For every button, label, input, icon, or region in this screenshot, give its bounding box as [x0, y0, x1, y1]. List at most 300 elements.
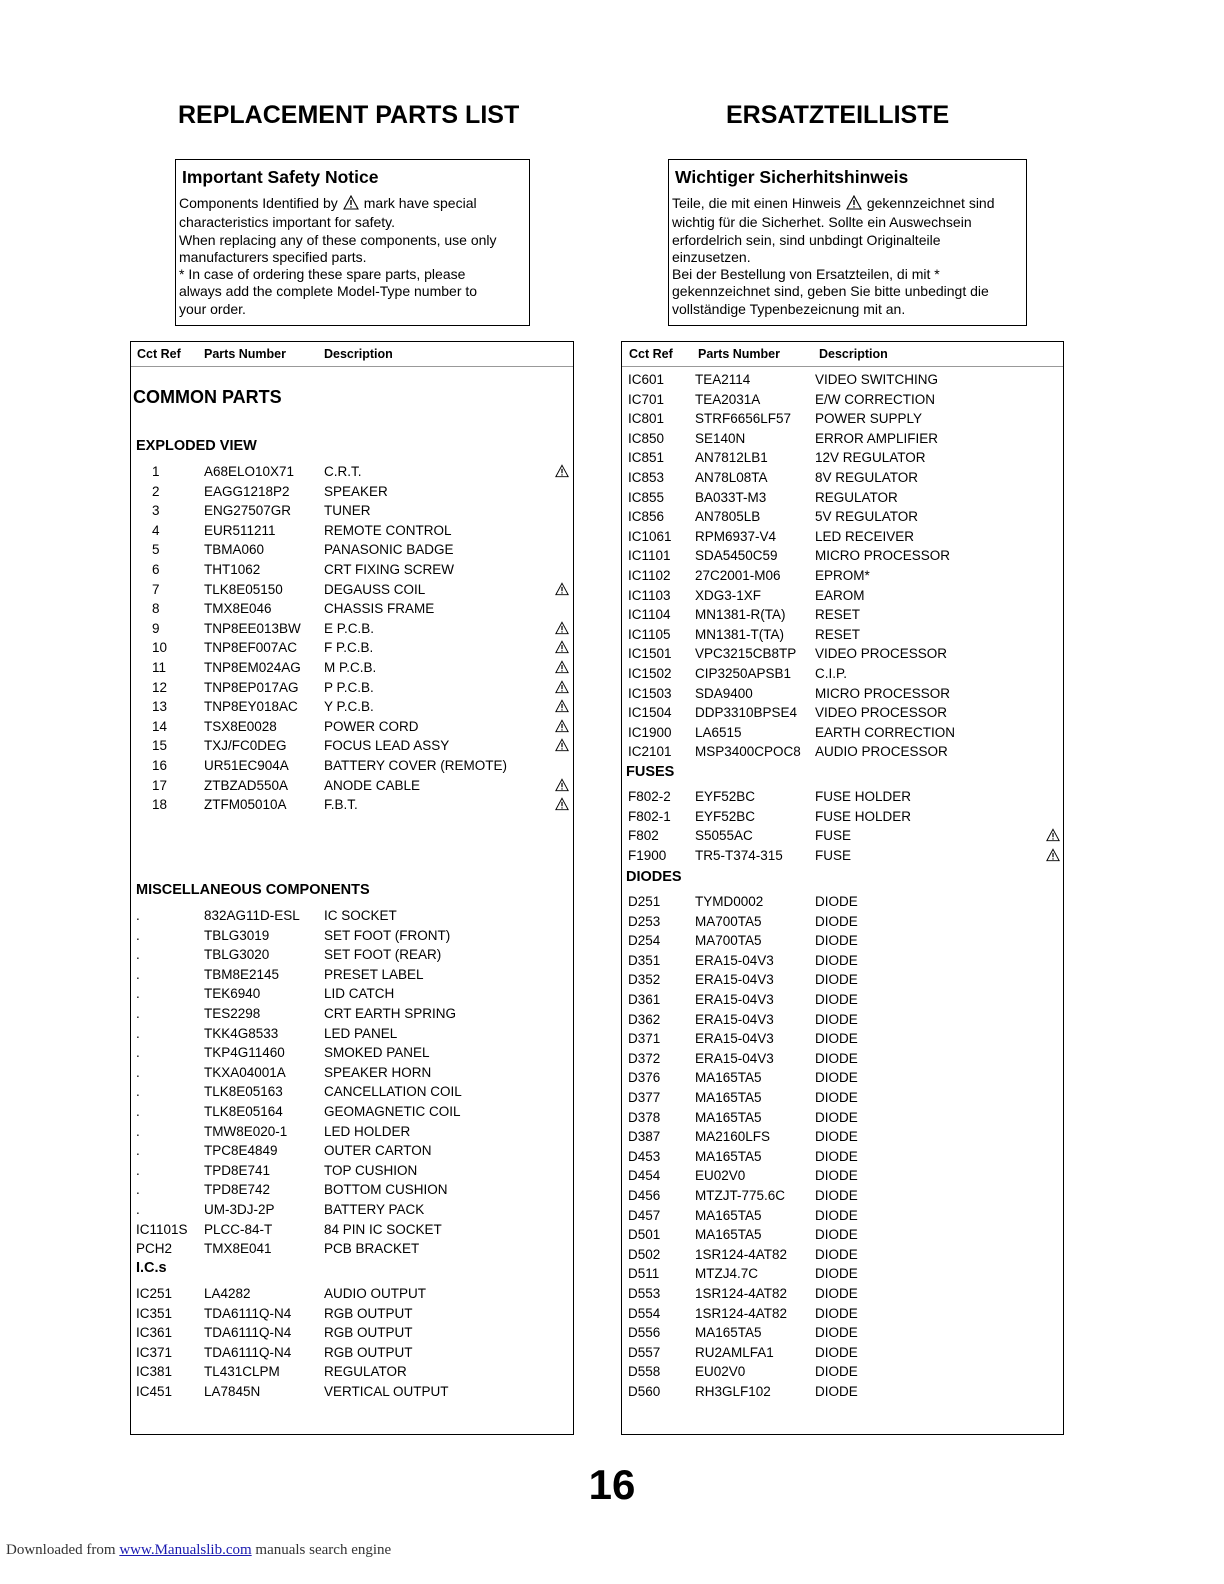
table-row — [131, 1383, 573, 1402]
safety-notice-heading: Wichtiger Sicherhitshinweis — [675, 167, 909, 187]
safety-notice-german — [668, 159, 1027, 326]
table-row — [622, 606, 1063, 625]
description-cell: RESET — [815, 607, 861, 623]
description-cell: FUSE HOLDER — [815, 808, 912, 824]
table-row — [622, 1167, 1063, 1186]
table-row — [622, 1128, 1063, 1147]
notice-line: always add the complete Model-Type number to — [179, 283, 478, 300]
parts-table-left — [130, 341, 574, 1435]
parts-number-cell: A68ELO10X71 — [204, 464, 295, 479]
cct-ref-cell: F802-1 — [628, 808, 671, 824]
description-cell: 84 PIN IC SOCKET — [324, 1221, 442, 1237]
safety-notice-english — [175, 159, 530, 326]
description-cell: GEOMAGNETIC COIL — [324, 1104, 461, 1119]
cct-ref-cell: 17 — [152, 777, 168, 793]
description-cell: DIODE — [815, 1090, 858, 1105]
parts-number-cell: TBM8E2145 — [204, 966, 280, 982]
download-footer — [6, 1542, 391, 1559]
table-row — [131, 1162, 573, 1181]
cct-ref-cell: D352 — [628, 972, 661, 988]
table-row — [131, 1344, 573, 1363]
parts-number-cell: PLCC-84-T — [204, 1221, 273, 1237]
header-cct-ref: Cct Ref — [137, 347, 181, 361]
parts-number-cell: TLK8E05163 — [204, 1084, 283, 1100]
cct-ref-cell: F802 — [628, 828, 659, 844]
cct-ref-cell: 8 — [152, 601, 160, 617]
description-cell: ANODE CABLE — [324, 777, 421, 793]
warning-triangle-icon — [555, 621, 569, 638]
warning-triangle-icon — [555, 797, 569, 814]
table-row — [622, 1383, 1063, 1402]
parts-number-cell: TMX8E041 — [204, 1241, 272, 1257]
table-row — [622, 1246, 1063, 1265]
notice-line: einzusetzen. — [672, 248, 751, 265]
cct-ref-cell: IC1501 — [628, 646, 672, 662]
header-parts-number: Parts Number — [698, 347, 780, 361]
cct-ref-cell: 5 — [152, 542, 160, 558]
description-cell: REMOTE CONTROL — [324, 522, 452, 538]
table-row — [622, 626, 1063, 645]
cct-ref-cell: . — [136, 966, 140, 982]
table-row — [622, 489, 1063, 508]
description-cell: OUTER CARTON — [324, 1143, 432, 1159]
table-row — [131, 1240, 573, 1259]
description-cell: 5V REGULATOR — [815, 509, 919, 525]
description-cell: TUNER — [324, 503, 371, 519]
cct-ref-cell: . — [136, 927, 140, 943]
parts-number-cell: TSX8E0028 — [204, 718, 277, 734]
parts-number-cell: TDA6111Q-N4 — [204, 1344, 292, 1360]
table-row — [131, 966, 573, 985]
description-cell: CHASSIS FRAME — [324, 601, 435, 617]
cct-ref-cell: 15 — [152, 738, 168, 754]
cct-ref-cell: . — [136, 1104, 140, 1119]
table-row — [622, 1011, 1063, 1030]
table-row — [131, 1181, 573, 1200]
description-cell: DIODE — [815, 1344, 858, 1360]
section-diodes: DIODES — [626, 869, 682, 885]
table-row — [131, 502, 573, 521]
manualslib-link[interactable]: www.Manualslib.com — [119, 1542, 252, 1558]
table-row — [622, 724, 1063, 743]
parts-number-cell: TNP8EY018AC — [204, 699, 298, 715]
cct-ref-cell: D558 — [628, 1364, 661, 1380]
description-cell: REGULATOR — [815, 489, 898, 505]
cct-ref-cell: IC361 — [136, 1325, 173, 1341]
description-cell: BOTTOM CUSHION — [324, 1182, 448, 1198]
parts-number-cell: ERA15-04V3 — [695, 1031, 774, 1047]
table-row — [622, 685, 1063, 704]
description-cell: PANASONIC BADGE — [324, 542, 454, 558]
table-row — [131, 1324, 573, 1343]
parts-number-cell: TDA6111Q-N4 — [204, 1325, 292, 1341]
description-cell: LED PANEL — [324, 1025, 398, 1041]
table-row — [131, 679, 573, 698]
table-row — [622, 371, 1063, 390]
notice-text: mark have special — [363, 195, 477, 211]
description-cell: FUSE HOLDER — [815, 789, 912, 804]
notice-line: your order. — [179, 300, 246, 317]
table-row — [622, 932, 1063, 951]
description-cell: FUSE — [815, 847, 852, 863]
parts-number-cell: MA165TA5 — [695, 1325, 762, 1341]
cct-ref-cell: IC850 — [628, 430, 665, 446]
description-cell: EPROM* — [815, 568, 870, 583]
table-row — [622, 1324, 1063, 1343]
header-cct-ref: Cct Ref — [629, 347, 673, 361]
table-row — [131, 639, 573, 658]
cct-ref-cell: D557 — [628, 1344, 661, 1360]
table-row — [131, 1025, 573, 1044]
table-row — [622, 1344, 1063, 1363]
cct-ref-cell: D457 — [628, 1207, 661, 1223]
parts-number-cell: EU02V0 — [695, 1364, 746, 1380]
table-header — [131, 342, 573, 367]
cct-ref-cell: 9 — [152, 620, 160, 636]
table-row — [622, 913, 1063, 932]
table-row — [131, 985, 573, 1004]
description-cell: DIODE — [815, 1305, 858, 1321]
parts-number-cell: ERA15-04V3 — [695, 1050, 774, 1066]
description-cell: CANCELLATION COIL — [324, 1084, 462, 1100]
table-row — [622, 1030, 1063, 1049]
parts-number-cell: TBLG3019 — [204, 927, 270, 943]
parts-number-cell: SDA9400 — [695, 685, 753, 701]
safety-notice-body — [179, 195, 497, 318]
cct-ref-cell: 11 — [152, 660, 167, 675]
cct-ref-cell: 1 — [152, 464, 160, 479]
description-cell: FOCUS LEAD ASSY — [324, 738, 450, 754]
cct-ref-cell: IC801 — [628, 411, 665, 427]
cct-ref-cell: D376 — [628, 1070, 661, 1086]
table-row — [131, 1005, 573, 1024]
description-cell: EARTH CORRECTION — [815, 724, 956, 740]
description-cell: VIDEO PROCESSOR — [815, 705, 948, 721]
table-row — [622, 665, 1063, 684]
description-cell: DIODE — [815, 1031, 858, 1047]
parts-number-cell: SE140N — [695, 430, 746, 446]
parts-number-cell: XDG3-1XF — [695, 587, 762, 603]
cct-ref-cell: D387 — [628, 1129, 661, 1145]
parts-number-cell: TKXA04001A — [204, 1064, 286, 1080]
cct-ref-cell: D351 — [628, 952, 661, 968]
parts-number-cell: 1SR124-4AT82 — [695, 1286, 788, 1301]
cct-ref-cell: . — [136, 1123, 140, 1139]
parts-number-cell: TPC8E4849 — [204, 1143, 278, 1159]
parts-number-cell: TR5-T374-315 — [695, 847, 783, 863]
table-row — [622, 547, 1063, 566]
page-title-english: REPLACEMENT PARTS LIST — [178, 101, 520, 129]
description-cell: TOP CUSHION — [324, 1162, 418, 1178]
table-row — [622, 469, 1063, 488]
description-cell: Y P.C.B. — [324, 699, 374, 715]
parts-number-cell: AN7812LB1 — [695, 450, 768, 466]
cct-ref-cell: . — [136, 1006, 140, 1021]
section-common-parts: COMMON PARTS — [133, 387, 282, 407]
table-row — [131, 1064, 573, 1083]
section-miscellaneous: MISCELLANEOUS COMPONENTS — [136, 882, 370, 898]
page-title-german: ERSATZTEILLISTE — [726, 101, 950, 129]
parts-number-cell: TBLG3020 — [204, 947, 270, 963]
description-cell: DIODE — [815, 1246, 858, 1262]
table-row — [622, 808, 1063, 827]
header-parts-number: Parts Number — [204, 347, 286, 361]
cct-ref-cell: 13 — [152, 699, 168, 715]
description-cell: POWER CORD — [324, 718, 419, 734]
table-row — [131, 561, 573, 580]
parts-number-cell: ENG27507GR — [204, 503, 292, 519]
description-cell: DIODE — [815, 1364, 858, 1380]
table-row — [131, 796, 573, 815]
description-cell: DIODE — [815, 1188, 858, 1203]
notice-line: manufacturers specified parts. — [179, 248, 367, 265]
cct-ref-cell: IC851 — [628, 450, 665, 466]
warning-triangle-icon — [1046, 828, 1060, 845]
notice-line: characteristics important for safety. — [179, 214, 396, 231]
notice-line: When replacing any of these components, use only — [179, 231, 497, 248]
parts-number-cell: EU02V0 — [695, 1168, 746, 1184]
description-cell: FUSE — [815, 828, 852, 844]
cct-ref-cell: D456 — [628, 1188, 661, 1203]
parts-number-cell: TBMA060 — [204, 542, 265, 558]
cct-ref-cell: D554 — [628, 1305, 661, 1321]
parts-number-cell: LA7845N — [204, 1384, 261, 1399]
cct-ref-cell: D501 — [628, 1227, 661, 1243]
cct-ref-cell: IC351 — [136, 1305, 173, 1321]
parts-number-cell: 1SR124-4AT82 — [695, 1246, 788, 1262]
table-row — [622, 567, 1063, 586]
cct-ref-cell: IC371 — [136, 1344, 173, 1360]
table-row — [622, 847, 1063, 866]
parts-number-cell: LA6515 — [695, 724, 742, 740]
description-cell: DIODE — [815, 1070, 858, 1086]
parts-number-cell: EAGG1218P2 — [204, 483, 290, 499]
warning-triangle-icon — [555, 640, 569, 657]
cct-ref-cell: D453 — [628, 1148, 661, 1164]
parts-number-cell: THT1062 — [204, 562, 261, 577]
cct-ref-cell: . — [136, 1202, 140, 1217]
parts-number-cell: TKK4G8533 — [204, 1025, 279, 1041]
description-cell: CRT EARTH SPRING — [324, 1006, 457, 1021]
parts-number-cell: MA165TA5 — [695, 1148, 762, 1164]
cct-ref-cell: D502 — [628, 1246, 661, 1262]
description-cell: BATTERY COVER (REMOTE) — [324, 758, 508, 773]
description-cell: 12V REGULATOR — [815, 450, 926, 466]
notice-line: Bei der Bestellung von Ersatzteilen, di mit * — [672, 266, 940, 283]
table-row — [131, 600, 573, 619]
description-cell: VIDEO PROCESSOR — [815, 646, 948, 662]
description-cell: DEGAUSS COIL — [324, 581, 426, 597]
parts-number-cell: TEA2114 — [695, 372, 751, 387]
parts-number-cell: TKP4G11460 — [204, 1045, 285, 1061]
description-cell: MICRO PROCESSOR — [815, 548, 951, 564]
cct-ref-cell: . — [136, 1064, 140, 1080]
table-row — [622, 1069, 1063, 1088]
table-row — [131, 907, 573, 926]
parts-number-cell: 1SR124-4AT82 — [695, 1305, 788, 1321]
parts-number-cell: MA165TA5 — [695, 1227, 762, 1243]
parts-number-cell: TNP8EE013BW — [204, 620, 301, 636]
description-cell: DIODE — [815, 972, 858, 988]
cct-ref-cell: IC1101S — [136, 1221, 188, 1237]
warning-triangle-icon — [555, 738, 569, 755]
parts-number-cell: ERA15-04V3 — [695, 992, 774, 1007]
cct-ref-cell: . — [136, 1084, 140, 1100]
description-cell: RGB OUTPUT — [324, 1325, 413, 1341]
table-row — [622, 528, 1063, 547]
description-cell: DIODE — [815, 1207, 858, 1223]
parts-number-cell: MA165TA5 — [695, 1207, 762, 1223]
description-cell: BATTERY PACK — [324, 1202, 425, 1217]
table-row — [622, 704, 1063, 723]
parts-number-cell: TL431CLPM — [204, 1364, 280, 1380]
parts-number-cell: UM-3DJ-2P — [204, 1202, 275, 1217]
cct-ref-cell: IC1101 — [628, 548, 671, 564]
cct-ref-cell: IC1502 — [628, 666, 672, 681]
parts-number-cell: TXJ/FC0DEG — [204, 738, 287, 754]
warning-triangle-icon — [846, 195, 862, 214]
table-row — [131, 581, 573, 600]
cct-ref-cell: F802-2 — [628, 789, 671, 804]
warning-triangle-icon — [555, 778, 569, 795]
notice-line: erfordelrich sein, sind unbdingt Originalteile — [672, 231, 941, 248]
cct-ref-cell: IC853 — [628, 470, 665, 485]
cct-ref-cell: IC856 — [628, 509, 665, 525]
table-row — [622, 410, 1063, 429]
parts-number-cell: S5055AC — [695, 828, 753, 844]
parts-number-cell: TMW8E020-1 — [204, 1123, 288, 1139]
cct-ref-cell: D454 — [628, 1168, 661, 1184]
cct-ref-cell: IC1061 — [628, 528, 672, 544]
cct-ref-cell: . — [136, 947, 140, 963]
table-row — [622, 391, 1063, 410]
parts-number-cell: MA700TA5 — [695, 933, 762, 949]
description-cell: MICRO PROCESSOR — [815, 685, 951, 701]
table-row — [131, 463, 573, 482]
parts-number-cell: DDP3310BPSE4 — [695, 705, 798, 721]
cct-ref-cell: 10 — [152, 640, 168, 656]
description-cell: EAROM — [815, 587, 865, 603]
table-row — [622, 1109, 1063, 1128]
cct-ref-cell: 6 — [152, 562, 160, 577]
description-cell: RESET — [815, 626, 861, 642]
page-number: 16 — [588, 1461, 636, 1508]
warning-triangle-icon — [555, 680, 569, 697]
cct-ref-cell: D553 — [628, 1286, 661, 1301]
table-row — [131, 1285, 573, 1304]
parts-number-cell: TES2298 — [204, 1006, 261, 1021]
table-row — [131, 1103, 573, 1122]
cct-ref-cell: IC251 — [136, 1286, 173, 1301]
cct-ref-cell: . — [136, 1025, 140, 1041]
warning-triangle-icon — [555, 719, 569, 736]
cct-ref-cell: IC1504 — [628, 705, 672, 721]
table-row — [131, 620, 573, 639]
cct-ref-cell: 3 — [152, 503, 160, 519]
parts-number-cell: SDA5450C59 — [695, 548, 778, 564]
table-row — [622, 1305, 1063, 1324]
safety-notice-heading: Important Safety Notice — [182, 167, 379, 187]
parts-table-right — [621, 341, 1064, 1435]
cct-ref-cell: 2 — [152, 483, 160, 499]
parts-number-cell: RPM6937-V4 — [695, 528, 777, 544]
description-cell: DIODE — [815, 1168, 858, 1184]
parts-number-cell: 832AG11D-ESL — [204, 908, 300, 923]
table-row — [622, 1187, 1063, 1206]
cct-ref-cell: D253 — [628, 913, 661, 929]
table-row — [622, 827, 1063, 846]
table-row — [622, 1265, 1063, 1284]
description-cell: DIODE — [815, 1129, 858, 1145]
table-row — [622, 508, 1063, 527]
parts-number-cell: ZTFM05010A — [204, 797, 287, 813]
table-row — [622, 893, 1063, 912]
table-row — [622, 1363, 1063, 1382]
cct-ref-cell: D251 — [628, 894, 661, 909]
warning-triangle-icon — [555, 660, 569, 677]
description-cell: CRT FIXING SCREW — [324, 562, 455, 577]
parts-number-cell: STRF6656LF57 — [695, 411, 792, 427]
cct-ref-cell: D372 — [628, 1050, 661, 1066]
table-row — [131, 522, 573, 541]
cct-ref-cell: D362 — [628, 1011, 661, 1027]
cct-ref-cell: D371 — [628, 1031, 661, 1047]
notice-text: Components Identified by — [179, 195, 338, 211]
cct-ref-cell: . — [136, 908, 140, 923]
table-row — [622, 1148, 1063, 1167]
table-row — [622, 1226, 1063, 1245]
description-cell: PRESET LABEL — [324, 966, 424, 982]
cct-ref-cell: IC1103 — [628, 587, 671, 603]
table-row — [622, 645, 1063, 664]
description-cell: DIODE — [815, 933, 858, 949]
parts-number-cell: MN1381-T(TA) — [695, 626, 785, 642]
table-header — [622, 342, 1063, 367]
cct-ref-cell: D254 — [628, 933, 661, 949]
table-row — [622, 971, 1063, 990]
description-cell: DIODE — [815, 1011, 858, 1027]
parts-number-cell: LA4282 — [204, 1286, 251, 1301]
parts-number-cell: BA033T-M3 — [695, 489, 767, 505]
section-ics-left: I.C.s — [136, 1260, 167, 1276]
table-row — [622, 1207, 1063, 1226]
header-description: Description — [324, 347, 393, 361]
description-cell: DIODE — [815, 1227, 858, 1243]
description-cell: RGB OUTPUT — [324, 1344, 413, 1360]
table-row — [622, 1089, 1063, 1108]
warning-triangle-icon — [555, 699, 569, 716]
description-cell: VIDEO SWITCHING — [815, 372, 939, 387]
cct-ref-cell: IC855 — [628, 489, 665, 505]
description-cell: AUDIO PROCESSOR — [815, 744, 948, 760]
cct-ref-cell: . — [136, 1162, 140, 1178]
table-row — [131, 1142, 573, 1161]
parts-number-cell: MA165TA5 — [695, 1109, 762, 1125]
parts-number-cell: RU2AMLFA1 — [695, 1344, 774, 1360]
parts-number-cell: 27C2001-M06 — [695, 568, 781, 583]
cct-ref-cell: D378 — [628, 1109, 661, 1125]
description-cell: LED RECEIVER — [815, 528, 915, 544]
table-row — [131, 1044, 573, 1063]
parts-number-cell: TEA2031A — [695, 391, 761, 407]
description-cell: E/W CORRECTION — [815, 391, 935, 407]
cct-ref-cell: D511 — [628, 1266, 660, 1282]
parts-number-cell: EYF52BC — [695, 808, 756, 824]
section-fuses: FUSES — [626, 764, 675, 780]
safety-notice-body — [672, 195, 995, 318]
notice-line: gekennzeichnet sind, geben Sie bitte unbedingt die — [672, 283, 989, 300]
table-row — [622, 449, 1063, 468]
